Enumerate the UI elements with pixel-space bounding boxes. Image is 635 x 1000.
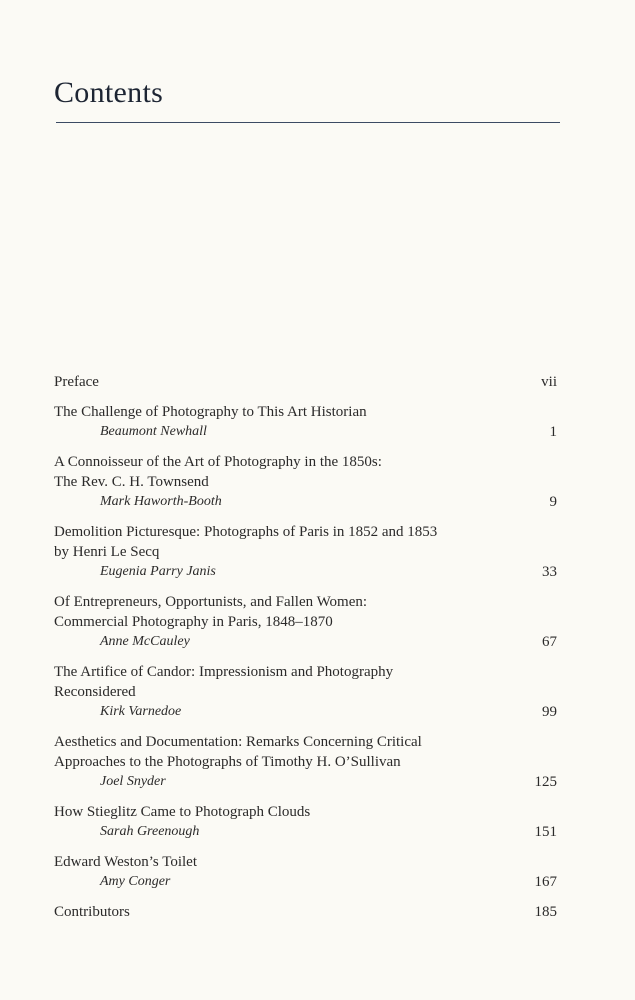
toc-entry-title: A Connoisseur of the Art of Photography in the 1850s: xyxy=(54,454,382,470)
toc-entry-author: Sarah Greenough xyxy=(100,824,200,839)
toc-entry xyxy=(54,902,558,922)
toc-entry-title: The Challenge of Photography to This Art Historian xyxy=(54,404,367,420)
toc-entry-author: Joel Snyder xyxy=(100,774,166,789)
toc-entry-author: Kirk Varnedoe xyxy=(100,704,182,719)
toc-entry-author: Anne McCauley xyxy=(100,634,190,649)
toc-entry-title: Of Entrepreneurs, Opportunists, and Fallen Women: xyxy=(54,594,368,610)
toc-entry xyxy=(54,452,558,512)
title-rule xyxy=(56,122,560,123)
toc-entry-title: Preface xyxy=(54,374,99,390)
toc-entry-title: Aesthetics and Documentation: Remarks Concerning Critical xyxy=(54,734,422,750)
toc-entry-page-number: 1 xyxy=(549,424,557,440)
toc-entry xyxy=(54,522,558,582)
toc-entry-page-number: 9 xyxy=(549,494,557,510)
toc-entry-page-number: 67 xyxy=(542,634,557,650)
toc-entry-page-number: vii xyxy=(541,374,557,390)
toc-entry-page-number: 99 xyxy=(542,704,557,720)
toc-entry xyxy=(54,592,558,652)
toc-entry-title: Contributors xyxy=(54,904,130,920)
table-of-contents xyxy=(54,372,558,932)
toc-entry-page-number: 167 xyxy=(534,874,557,890)
toc-entry-title: Edward Weston’s Toilet xyxy=(54,854,198,870)
toc-entry xyxy=(54,802,558,842)
toc-entry-author: Eugenia Parry Janis xyxy=(100,564,216,579)
toc-entry-title: How Stieglitz Came to Photograph Clouds xyxy=(54,804,311,820)
toc-entry-author: Mark Haworth-Booth xyxy=(100,494,222,509)
toc-entry xyxy=(54,372,558,392)
toc-entry-title: The Artifice of Candor: Impressionism and Photography xyxy=(54,664,394,680)
toc-entry-title: Approaches to the Photographs of Timothy H. O’Sullivan xyxy=(54,754,401,770)
toc-entry-title: by Henri Le Secq xyxy=(54,544,160,560)
toc-entry xyxy=(54,732,558,792)
toc-entry-page-number: 125 xyxy=(534,774,557,790)
toc-entry-author: Amy Conger xyxy=(100,874,171,889)
page-title: Contents xyxy=(54,76,164,109)
toc-entry-title: Commercial Photography in Paris, 1848–1870 xyxy=(54,614,333,630)
toc-entry-title: The Rev. C. H. Townsend xyxy=(54,474,209,490)
toc-entry-title: Reconsidered xyxy=(54,684,136,700)
toc-entry-author: Beaumont Newhall xyxy=(100,424,207,439)
toc-entry-page-number: 185 xyxy=(534,904,557,920)
toc-entry-page-number: 151 xyxy=(534,824,557,840)
toc-entry xyxy=(54,852,558,892)
toc-entry-title: Demolition Picturesque: Photographs of Paris in 1852 and 1853 xyxy=(54,524,438,540)
toc-entry xyxy=(54,402,558,442)
toc-entry xyxy=(54,662,558,722)
toc-entry-page-number: 33 xyxy=(542,564,557,580)
